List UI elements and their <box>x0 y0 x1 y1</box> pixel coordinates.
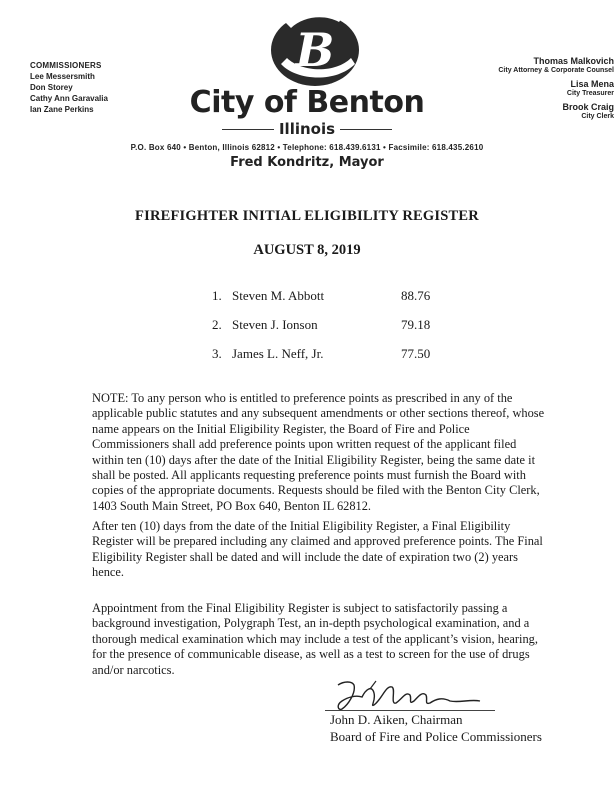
staff-name: Brook Craig <box>562 102 614 112</box>
register-score: 77.50 <box>401 346 431 361</box>
staff-name: Lisa Mena <box>570 79 614 89</box>
commissioners-list <box>30 60 108 115</box>
commissioner-name: Cathy Ann Garavalia <box>30 94 108 103</box>
register-score: 88.76 <box>401 288 431 303</box>
staff-title: City Treasurer <box>566 90 614 97</box>
register-score: 79.18 <box>401 317 431 332</box>
commissioner-name: Ian Zane Perkins <box>30 105 94 114</box>
register-name: James L. Neff, Jr. <box>232 346 324 361</box>
register-rank: 3. <box>212 346 222 361</box>
signatory-name: John D. Aiken, Chairman <box>330 712 463 727</box>
signatory-title: Board of Fire and Police Commissioners <box>330 729 542 744</box>
mayor-name: Fred Kondritz, Mayor <box>230 155 384 170</box>
document-date: AUGUST 8, 2019 <box>253 242 361 258</box>
staff-name: Thomas Malkovich <box>533 56 614 66</box>
commissioners-heading: COMMISSIONERS <box>30 61 102 70</box>
appointment-paragraph: Appointment from the Final Eligibility Register is subject to satisfactorily passing a background investigation, Polygraph Test, an in-depth psychological examination, and a thorough medical examination which may include a test of the applicant’s vision, hearing, for the presence of communicable disease, as well as a test to screen for the use of drugs and/or narcotics. <box>92 601 538 677</box>
staff-title: City Attorney & Corporate Counsel <box>498 67 614 74</box>
register-row <box>0 346 614 364</box>
final-register-paragraph: After ten (10) days from the date of the Initial Eligibility Register, a Final Eligibility Register will be prepared including any claimed and approved preference points. The Final Eligibility Register shall be dated and will include the date of expiration two (2) years hence. <box>92 519 543 580</box>
register-rank: 1. <box>212 288 222 303</box>
contact-address: P.O. Box 640 • Benton, Illinois 62812 • Telephone: 618.439.6131 • Facsimile: 618.435.2610 <box>130 143 484 152</box>
commissioner-name: Don Storey <box>30 83 73 92</box>
register-row <box>0 317 614 335</box>
city-name: City of Benton <box>189 85 425 120</box>
staff-title: City Clerk <box>581 113 614 120</box>
commissioner-name: Lee Messersmith <box>30 72 95 81</box>
handwritten-signature <box>330 675 490 715</box>
register-row <box>0 288 614 306</box>
logo-letter: B <box>295 23 335 77</box>
signature-line <box>325 710 495 711</box>
register-name: Steven J. Ionson <box>232 317 318 332</box>
city-logo <box>255 2 373 90</box>
register-rank: 2. <box>212 317 222 332</box>
city-staff-list <box>498 56 614 125</box>
state-name: Illinois <box>278 120 336 138</box>
register-name: Steven M. Abbott <box>232 288 325 303</box>
note-paragraph: NOTE: To any person who is entitled to preference points as prescribed in any of the applicable public statutes and any subsequent amendments or other sections thereof, whose name appears on the Initial Eligibility Register, the Board of Fire and Police Commissioners shall add preference points upon written request of the applicant filed within ten (10) days after the date of the Initial Eligibility Register, being the same date it shall be posted. All applicants requesting preference points must furnish the Board with copies of the appropriate documents. Requests should be filed with the Benton City Clerk, 1403 South Main Street, PO Box 640, Benton IL 62812. <box>92 391 545 513</box>
document-title: FIREFIGHTER INITIAL ELIGIBILITY REGISTER <box>135 208 479 224</box>
